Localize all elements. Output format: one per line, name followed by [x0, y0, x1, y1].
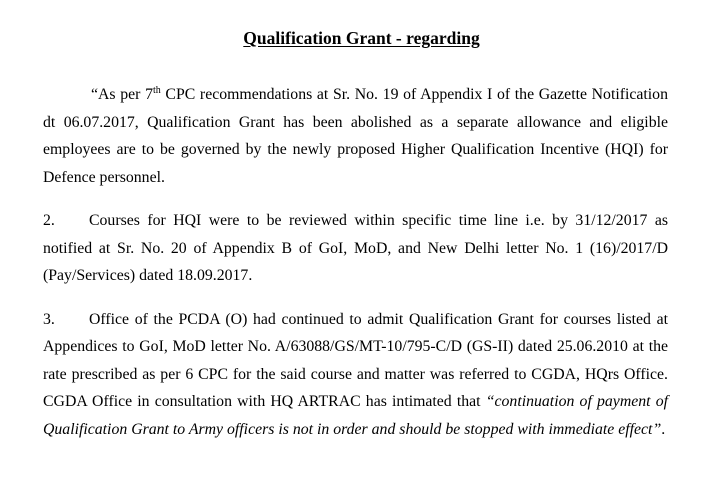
paragraph-3-end: .: [661, 420, 666, 438]
paragraph-3: [43, 306, 668, 444]
paragraph-1-open: “As per 7: [91, 86, 153, 103]
paragraph-3-text: Office of the PCDA (O) had continued to admit Qualification Grant for courses listed at Appendices to GoI, MoD letter No. A/63088/GS/MT-10/795-C/D (GS-II) dated 25.06.2010 at the rate prescribed as per 6 CPC for the said course and matter was referred to CGDA, HQrs Office. CGDA Office in consultation with HQ ARTRAC has intimated that: [43, 310, 668, 410]
paragraph-2: [43, 207, 668, 290]
paragraph-2-number: 2.: [43, 212, 55, 229]
paragraph-3-number: 3.: [43, 310, 55, 328]
document-title: Qualification Grant - regarding: [243, 28, 480, 48]
document-body: [43, 24, 668, 443]
paragraph-1-text: CPC recommendations at Sr. No. 19 of Appendix I of the Gazette Notification dt 06.07.2017, Qualification Grant has been abolished as a separate allowance and eligible employees are to be governed by the newly proposed Higher Qualification Incentive (HQI) for Defence personnel.: [43, 86, 668, 186]
paragraph-3-quote: “continuation of payment of Qualification Grant to Army officers is not in order and should be stopped with immediate effect”: [43, 393, 668, 438]
paragraph-2-text: Courses for HQI were to be reviewed within specific time line i.e. by 31/12/2017 as notified at Sr. No. 20 of Appendix B of GoI, MoD, and New Delhi letter No. 1 (16)/2017/D (Pay/Services) dated 18.09.2017.: [43, 212, 668, 284]
ordinal-suffix: th: [152, 85, 161, 96]
paragraph-1: [43, 81, 668, 191]
